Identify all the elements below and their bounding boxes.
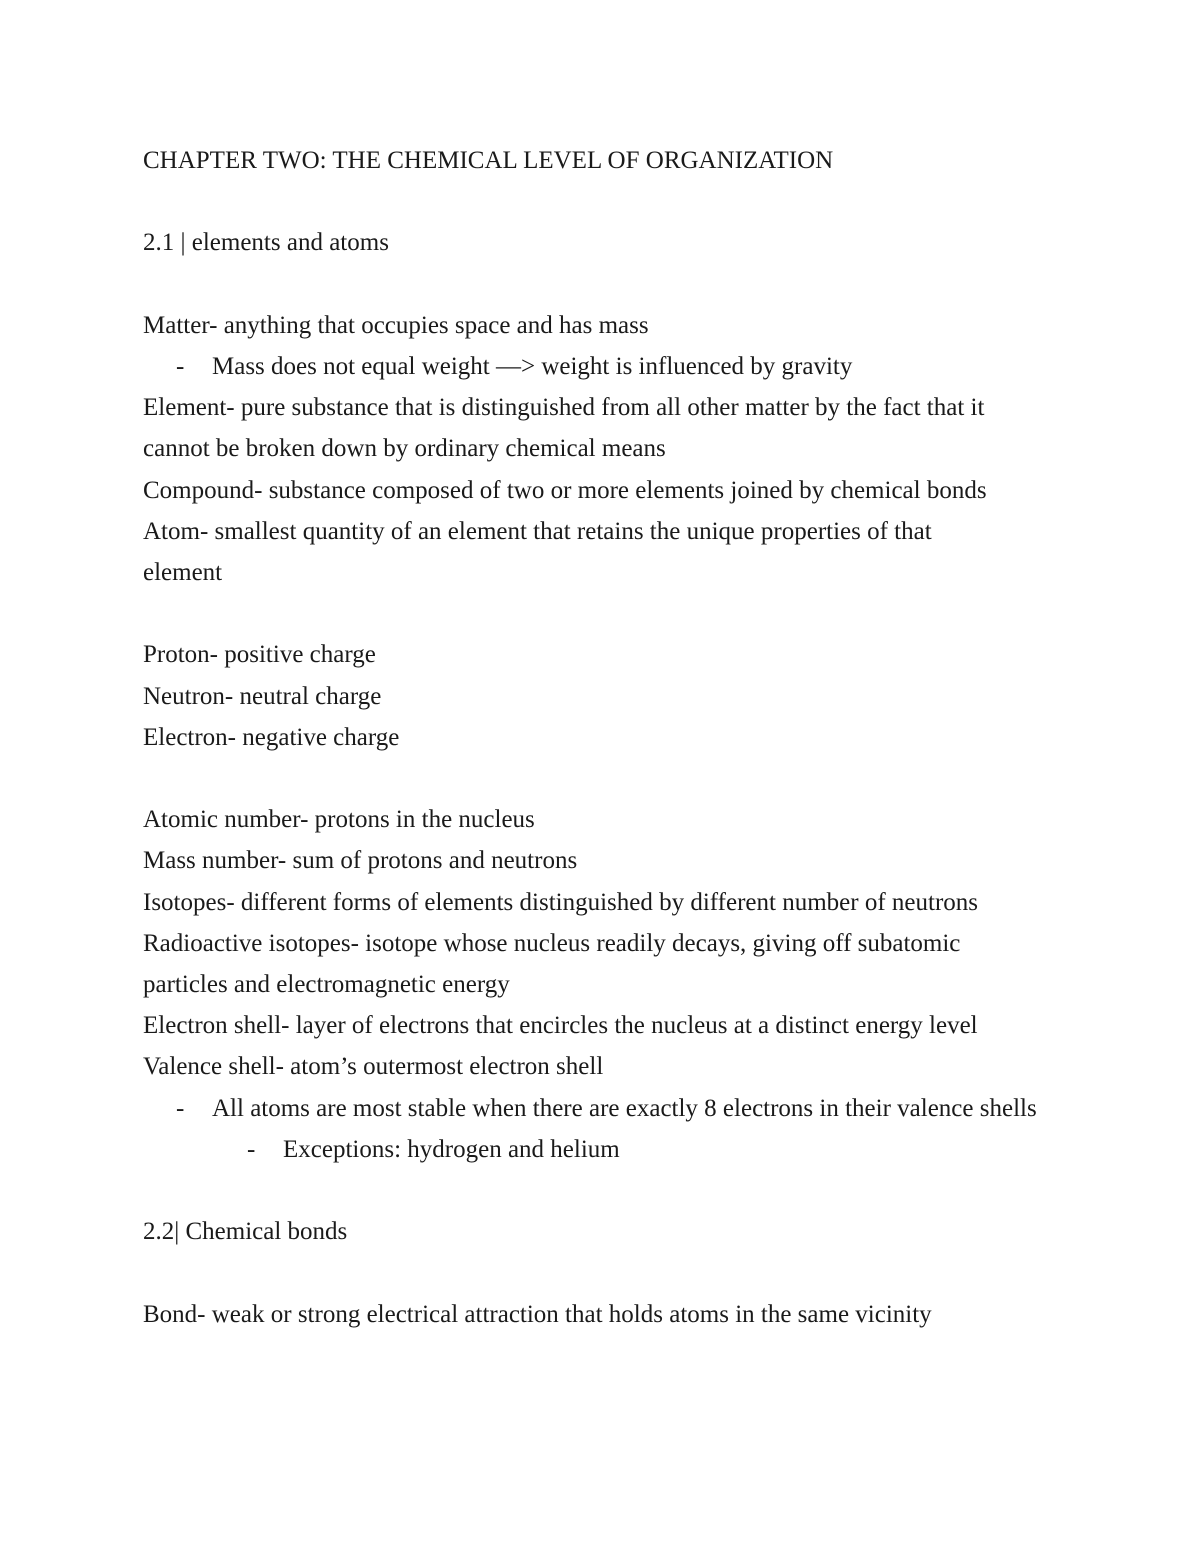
section-heading-2-2: 2.2| Chemical bonds xyxy=(143,1218,348,1246)
bullet-valence-stable xyxy=(143,1088,1063,1129)
definition-radioactive-line-2: particles and electromagnetic energy xyxy=(143,971,510,998)
spacer xyxy=(143,181,1063,222)
definition-element-line-1: Element- pure substance that is distinguished from all other matter by the fact that it xyxy=(143,394,985,422)
definition-atom-line-1: Atom- smallest quantity of an element that retains the unique properties of that xyxy=(143,517,932,545)
spacer xyxy=(143,758,1063,799)
definition-electron-shell: Electron shell- layer of electrons that encircles the nucleus at a distinct energy level xyxy=(143,1012,978,1040)
definition-compound: Compound- substance composed of two or more elements joined by chemical bonds xyxy=(143,476,987,504)
spacer xyxy=(143,593,1063,634)
bullet-dash: - xyxy=(176,352,185,380)
bullet-text: All atoms are most stable when there are exactly 8 electrons in their valence shells xyxy=(212,1094,1037,1122)
bullet-dash: - xyxy=(176,1094,185,1122)
definition-bond: Bond- weak or strong electrical attraction that holds atoms in the same vicinity xyxy=(143,1300,932,1328)
definition-electron: Electron- negative charge xyxy=(143,723,400,751)
bullet-text: Mass does not equal weight —> weight is influenced by gravity xyxy=(212,352,853,380)
spacer xyxy=(143,264,1063,305)
definition-radioactive-line-1: Radioactive isotopes- isotope whose nucleus readily decays, giving off subatomic xyxy=(143,929,961,957)
section-heading-2-1: 2.1 | elements and atoms xyxy=(143,229,389,257)
definition-isotopes: Isotopes- different forms of elements distinguished by different number of neutrons xyxy=(143,888,978,916)
bullet-text: Exceptions: hydrogen and helium xyxy=(283,1135,620,1163)
document-body xyxy=(143,140,1063,1335)
definition-atomic-number: Atomic number- protons in the nucleus xyxy=(143,806,535,834)
bullet-mass-weight xyxy=(143,346,1063,387)
spacer xyxy=(143,1252,1063,1293)
definition-atom-line-2: element xyxy=(143,559,223,586)
definition-matter: Matter- anything that occupies space and has mass xyxy=(143,311,649,339)
definition-valence-shell: Valence shell- atom’s outermost electron shell xyxy=(143,1053,604,1081)
sub-bullet-exceptions xyxy=(143,1129,1063,1170)
chapter-title: CHAPTER TWO: THE CHEMICAL LEVEL OF ORGANIZATION xyxy=(143,147,834,174)
definition-proton: Proton- positive charge xyxy=(143,641,376,669)
bullet-dash: - xyxy=(247,1135,256,1163)
definition-element-line-2: cannot be broken down by ordinary chemical means xyxy=(143,435,666,463)
definition-neutron: Neutron- neutral charge xyxy=(143,682,382,710)
definition-mass-number: Mass number- sum of protons and neutrons xyxy=(143,847,578,875)
spacer xyxy=(143,1170,1063,1211)
